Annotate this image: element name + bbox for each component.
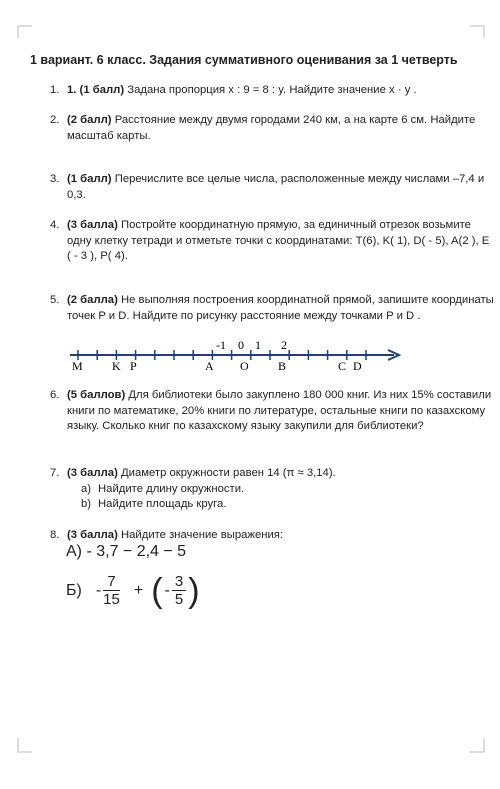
bottom-label: M: [72, 359, 83, 373]
page-title: 1 вариант. 6 класс. Задания суммативного оценивания за 1 четверть: [30, 53, 458, 67]
bottom-label: A: [205, 359, 214, 373]
task-4: [50, 218, 495, 265]
top-label: -1: [216, 338, 226, 352]
fraction-2: $\frac{3}{5}$: [172, 573, 186, 608]
task-points: (2 балла): [67, 294, 118, 306]
task-number: 7.: [50, 467, 60, 479]
task-5: [50, 293, 495, 324]
task-text: Постройте координатную прямую, за единичный отрезок возьмите одну клетку тетради и отметьте точки с координатами: T(6), K( 1), D( - 5), A(2 ), E ( - 3 ), P( 4).: [67, 219, 490, 262]
task-points: 1. (1 балл): [67, 84, 125, 96]
task-points: (3 балла): [67, 529, 118, 541]
sub-item: a) Найдите длину окружности.: [81, 482, 245, 495]
task-7: [50, 466, 495, 513]
task-text: Для библиотеки было закуплено 180 000 книг. Из них 15% составили книги по математике, 20% книги по литературе, остальные книги по казахскому языку. Сколько книг по казахскому языку закупили для библиотеки?: [67, 389, 492, 432]
fraction-1: $\frac{7}{15}$: [103, 573, 120, 608]
expression-b: Б) - $\frac{7}{15}$ + ( - $\frac{3}{5}$ ): [66, 571, 200, 610]
task-text: Не выполняя построения координатной прямой, запишите координаты точек P и D. Найдите по рисунку расстояние между точками P и D .: [67, 294, 494, 322]
task-points: (2 балл): [67, 114, 112, 126]
expression-a: А) - 3,7 − 2,4 − 5: [66, 543, 187, 560]
expression-b-label: Б): [66, 581, 82, 599]
top-label: 0: [238, 338, 244, 352]
task-number: 6.: [50, 389, 60, 401]
task-points: (3 балла): [67, 219, 118, 231]
top-label: 2: [281, 338, 287, 352]
task-2: [50, 113, 495, 144]
task-points: (5 баллов): [67, 389, 126, 401]
task-points: (1 балл): [67, 173, 112, 185]
task-text: Найдите значение выражения:: [117, 529, 284, 541]
bottom-label: O: [240, 359, 249, 373]
bottom-label: K: [112, 359, 121, 373]
task-text: Задана пропорция x : 9 = 8 : y. Найдите значение x · y .: [124, 84, 417, 96]
task-3: [50, 172, 495, 203]
task-1: [50, 83, 495, 99]
top-label: 1: [255, 338, 261, 352]
bottom-label: B: [278, 359, 287, 373]
bottom-label: D: [353, 359, 362, 373]
number-line-figure: [66, 338, 406, 374]
task-6: [50, 388, 495, 435]
task-number: 3.: [50, 173, 60, 185]
task-text: Расстояние между двумя городами 240 км, а на карте 6 см. Найдите масштаб карты.: [67, 114, 476, 142]
task-number: 1.: [50, 84, 60, 96]
task-points: (3 балла): [67, 467, 118, 479]
task-number: 4.: [50, 219, 60, 231]
task-number: 8.: [50, 529, 60, 541]
task-number: 5.: [50, 294, 60, 306]
task-text: Диаметр окружности равен 14 (π ≈ 3,14).: [117, 467, 336, 479]
task-number: 2.: [50, 114, 60, 126]
sub-item: b) Найдите площадь круга.: [81, 498, 227, 510]
task-text: Перечислите все целые числа, расположенные между числами –7,4 и 0,3.: [67, 173, 485, 201]
task-8: [50, 528, 495, 544]
bottom-label: P: [130, 359, 137, 373]
bottom-label: C: [338, 359, 347, 373]
